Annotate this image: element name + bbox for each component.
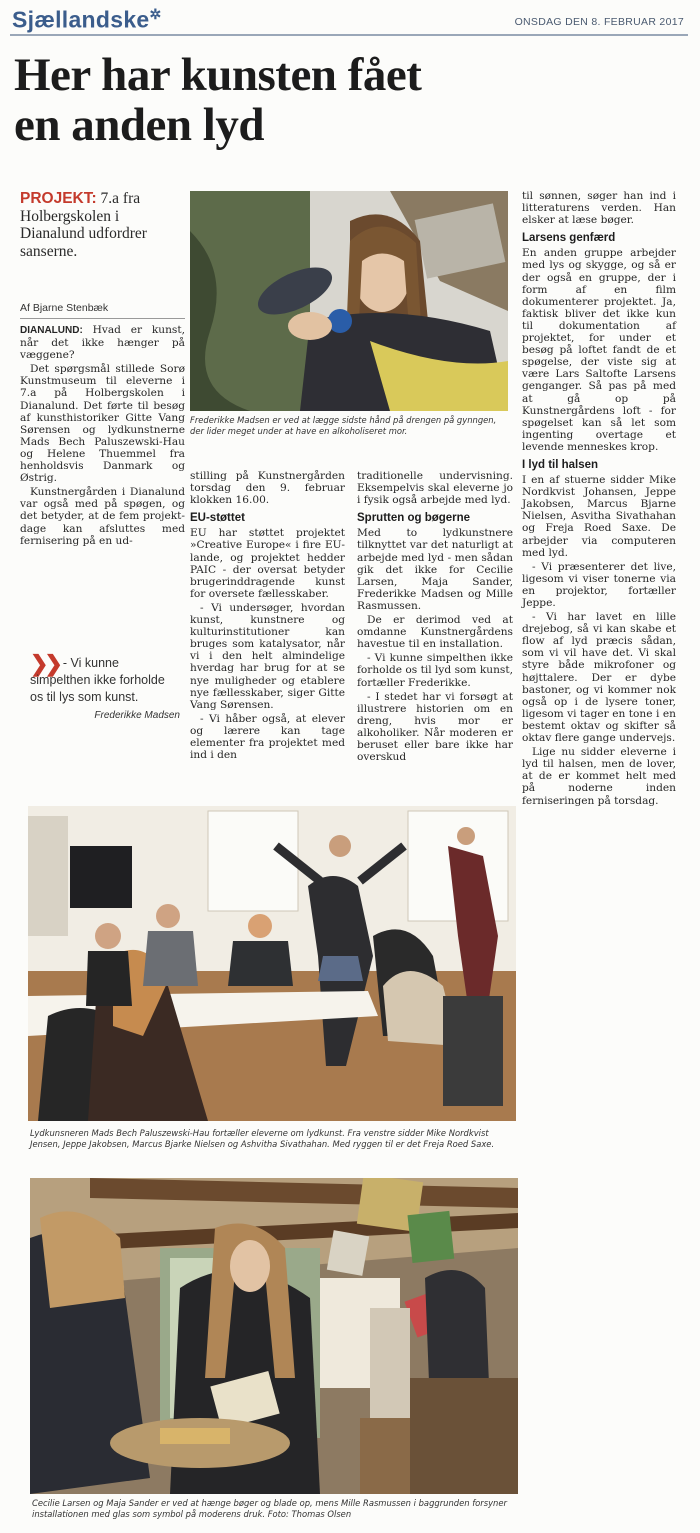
issue-date: ONSDAG DEN 8. FEBRUAR 2017: [514, 16, 684, 28]
pull-quote-text: - Vi kunne simpelthen ikke forholde os til lys som kunst.: [30, 656, 165, 705]
star-icon: ✲: [149, 6, 162, 22]
subheading: Larsens genfærd: [522, 232, 616, 245]
masthead: [10, 6, 688, 36]
article-column-1: [20, 324, 185, 549]
pull-quote-author: Frederikke Madsen: [94, 710, 180, 722]
paragraph: I en af stuerne sidder Mike Nordkvist Johansen, Jeppe Jakobsen, Marcus Bjarne Nielsen, Asvitha Sivathahan og Freja Roed Saxe. De arbejder via computeren med lyd.: [522, 474, 676, 559]
paragraph: En anden gruppe arbejder med lys og skygge, og så er der også en gruppe, der i form af en film dokumenterer projektet. Ja, faktisk bliver det ikke kun til dokumentation af projektet, for under et besøg på loftet fandt de et spøgelse, der viste sig at være Lars Saltofte Larsens genganger. Så pas på med at gå op på Kunstnergårdens loft - for spøgelset kan så let som ingenting overtage et levende menneskes krop.: [522, 247, 676, 453]
paragraph: Det spørgsmål stillede Sorø Kunstmuseum til eleverne i 7.a på Holbergskolen i Dianalund. Det førte til besøg af kunsthistoriker Gitte Vang Sørensen og lydkunstnerne Mads Bech Paluszewski-Hau og Helene Thuemmel fra henholdsvis Danmark og Østrig.: [20, 363, 185, 485]
article-column-4: [522, 190, 676, 809]
article-column-2: [190, 470, 345, 763]
paragraph: - Vi undersøger, hvordan kunst, kunstnere og kulturinstitutioner kan bruges som katalysator, når vi i den helt almindelige hverdag har brug for at se nye muligheder og etablere nye fællesskaber, siger Gitte Vang Sørensen.: [190, 601, 345, 711]
subheading: EU-støttet: [190, 512, 245, 525]
paragraph: DIANALUND: Hvad er kunst, når det ikke hænger på væggene?: [20, 324, 185, 362]
paragraph: Med to lydkunstnere tilknyttet var det naturligt at arbejde med lyd - men sådan gik det ikke for Cecilie Larsen, Maja Sander, Frederikke Madsen og Mille Rasmussen.: [357, 527, 513, 612]
photo-sound-workshop: [28, 806, 516, 1121]
paragraph: - Vi har lavet en lille drejebog, så vi kan skabe et flow af lyd præcis sådan, som vi vil have det. Vi skal styre både mikrofoner og højttalere. Der er dybe bastoner, og vi kommer nok også op i de lysere toner, ligesom vi tager en tone i en bestemt oktav og skifter så oktav flere gange undervejs.: [522, 611, 676, 745]
quote-mark-icon: ❯❯: [30, 651, 59, 677]
photo-caption: Lydkunsneren Mads Bech Paluszewski-Hau fortæller eleverne om lydkunst. Fra venstre sidder Mike Nordkvist Jensen, Jeppe Jakobsen, Marcus Bjarke Nielsen og Ashvitha Sivathahan. Med ryggen til er det Freja Roed Saxe.: [30, 1128, 495, 1149]
headline-line-2: en anden lyd: [14, 99, 264, 151]
paragraph: traditionelle undervisning. Eksempelvis skal eleverne jo i fysik også arbejde med lyd.: [357, 470, 513, 507]
paragraph: - Vi håber også, at elever og lærere kan tage elementer fra projektet med ind i den: [190, 712, 345, 762]
paragraph: - Vi præsenterer det live, ligesom vi viser tonerne via en projektor, fortæller Jeppe.: [522, 560, 676, 609]
paragraph: De er derimod ved at omdanne Kunstnergårdens havestue til en installation.: [357, 614, 513, 651]
photo-caption: Cecilie Larsen og Maja Sander er ved at hænge bøger og blade op, mens Mille Rasmussen i baggrunden forsyner installationen med glas som symbol på moderens druk. Foto: Thomas Olsen: [32, 1498, 507, 1519]
paragraph: til sønnen, søger han ind i litteraturens verden. Han elsker at læse bøger.: [522, 190, 676, 227]
photo-book-installation: [30, 1178, 518, 1494]
byline: Af Bjarne Stenbæk: [20, 302, 109, 314]
dateline: DIANALUND:: [20, 325, 83, 336]
pull-quote: [30, 651, 180, 722]
photo-girl-glue-gun: [190, 191, 508, 411]
headline: [14, 50, 544, 150]
lead-paragraph: [20, 190, 185, 260]
subheading: Sprutten og bøgerne: [357, 512, 471, 525]
lead-kicker: PROJEKT:: [20, 190, 97, 207]
article-column-3: [357, 470, 513, 765]
newspaper-logo: Sjællandske✲: [12, 6, 162, 33]
paragraph: - I stedet har vi forsøgt at illustrere historien om en dreng, hvis mor er alkoholiker. Når moderen er beruset eller bare ikke har overskud: [357, 690, 513, 764]
lead-text: 7.a fra Holbergskolen i Dianalund udfordrer sanserne.: [20, 190, 147, 260]
paragraph: stilling på Kunstnergården torsdag den 9. februar klokken 16.00.: [190, 470, 345, 507]
paragraph: Lige nu sidder eleverne i lyd til halsen, men de lover, at de er kommet helt med på noderne inden ferniseringen på torsdag.: [522, 746, 676, 807]
paragraph: EU har støttet projektet »Creative Europe« i fire EU-lande, og projektet hedder PAIC - der oversat betyder brugerinddragende kunst for oversete fællesskaber.: [190, 527, 345, 600]
paragraph: Kunstnergården i Dianalund var også med på spøgen, og det betyder, at de fem projekt-dage kan afsluttes med fernisering på en ud-: [20, 486, 185, 547]
paragraph: - Vi kunne simpelthen ikke forholde os til lyd som kunst, fortæller Frederikke.: [357, 652, 513, 689]
byline-divider: [20, 318, 185, 319]
headline-line-1: Her har kunsten fået: [14, 49, 422, 101]
photo-caption: Frederikke Madsen er ved at lægge sidste hånd på drengen på gynngen, der lider meget under at have en alkoholiseret mor.: [190, 415, 497, 436]
subheading: I lyd til halsen: [522, 458, 599, 471]
